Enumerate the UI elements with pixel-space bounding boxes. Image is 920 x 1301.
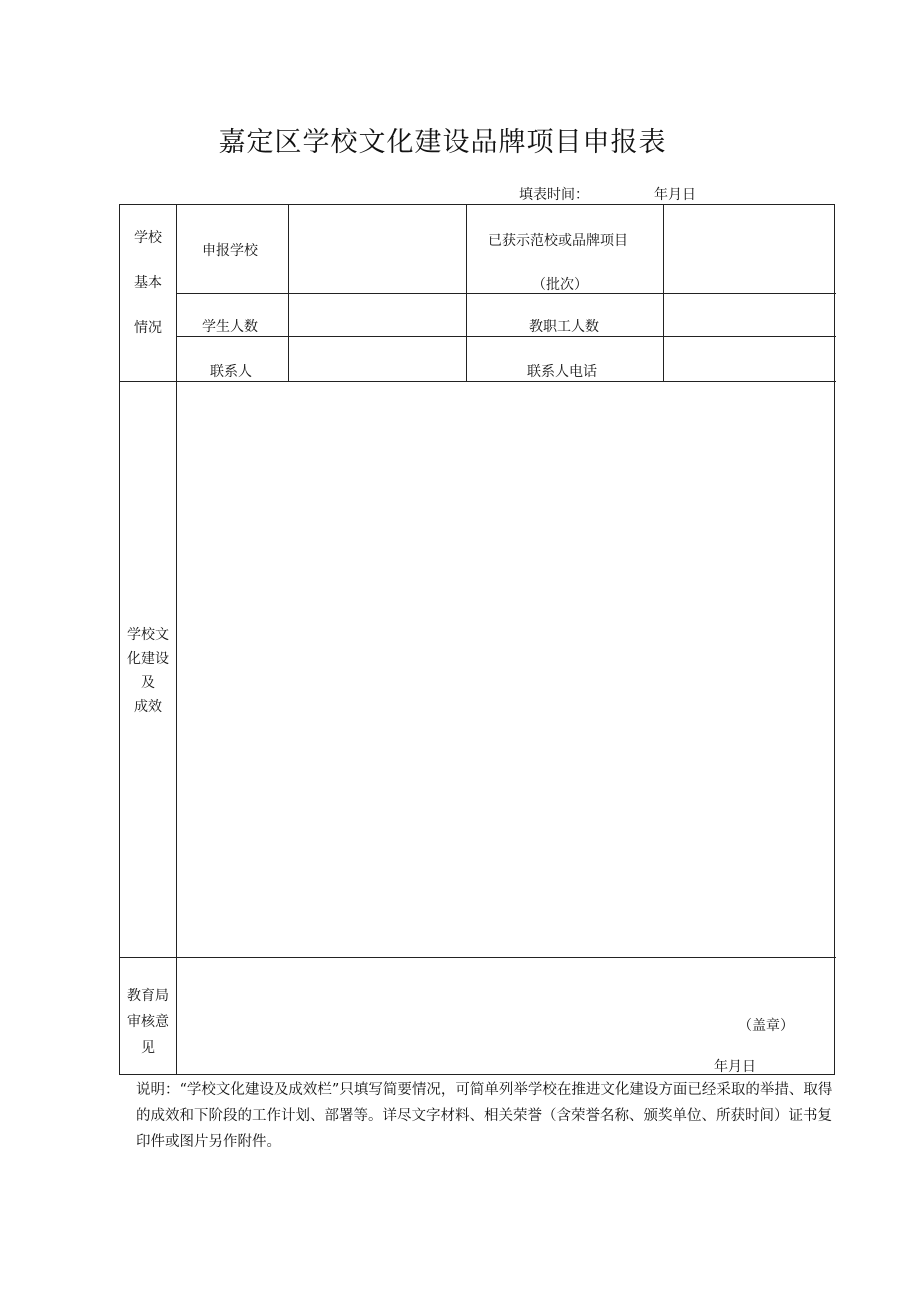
staff-field[interactable] [665, 295, 834, 334]
contact-label: 联系人 [210, 364, 252, 380]
students-label: 学生人数 [202, 319, 258, 335]
review-label-line2: 审核意 [127, 1014, 169, 1030]
review-date: 年月日 [714, 1059, 756, 1075]
culture-label [120, 623, 176, 719]
review-label-line3: 见 [141, 1040, 155, 1056]
review-label-line1: 教育局 [127, 988, 169, 1004]
column-divider [663, 205, 664, 381]
row-divider [176, 336, 836, 337]
culture-content-field[interactable] [178, 383, 834, 955]
basic-info-label-line1: 学校 [134, 230, 162, 246]
basic-info-label-line2: 基本 [134, 275, 162, 291]
staff-label: 教职工人数 [529, 319, 599, 335]
contact-phone-label: 联系人电话 [527, 364, 597, 380]
culture-label-line1: 学校文 [127, 627, 169, 643]
column-divider [288, 205, 289, 381]
apply-school-label: 申报学校 [202, 243, 258, 259]
basic-info-label-line3: 情况 [134, 320, 162, 336]
apply-school-field[interactable] [290, 207, 464, 291]
form-note: 说明：“学校文化建设及成效栏”只填写简要情况，可简单列举学校在推进文化建设方面已经采取的举措、取得的成效和下阶段的工作计划、部署等。详尽文字材料、相关荣誉（含荣誉名称、颁奖单位、所获时间）证书复印件或图片另作附件。 [136, 1082, 833, 1150]
culture-label-line4: 成效 [134, 699, 162, 715]
row-divider [120, 381, 836, 382]
culture-label-line3: 及 [141, 675, 155, 691]
row-divider [176, 293, 836, 294]
culture-label-line2: 化建设 [127, 651, 169, 667]
contact-field[interactable] [290, 338, 464, 379]
review-label [120, 983, 176, 1061]
column-divider [466, 205, 467, 381]
row-divider [120, 957, 836, 958]
application-form-table [119, 204, 835, 1075]
column-divider [176, 205, 177, 1075]
honor-label-line1: 已获示范校或品牌项目 [488, 233, 628, 249]
seal-text: （盖章） [738, 1018, 794, 1034]
fill-date-label: 填表时间： [519, 187, 589, 203]
fill-date-value: 年月日 [654, 187, 696, 203]
contact-phone-field[interactable] [665, 338, 834, 379]
honor-field[interactable] [665, 207, 834, 291]
page-title: 嘉定区学校文化建设品牌项目申报表 [218, 127, 667, 158]
students-field[interactable] [290, 295, 464, 334]
honor-label-line2: （批次） [532, 277, 588, 293]
